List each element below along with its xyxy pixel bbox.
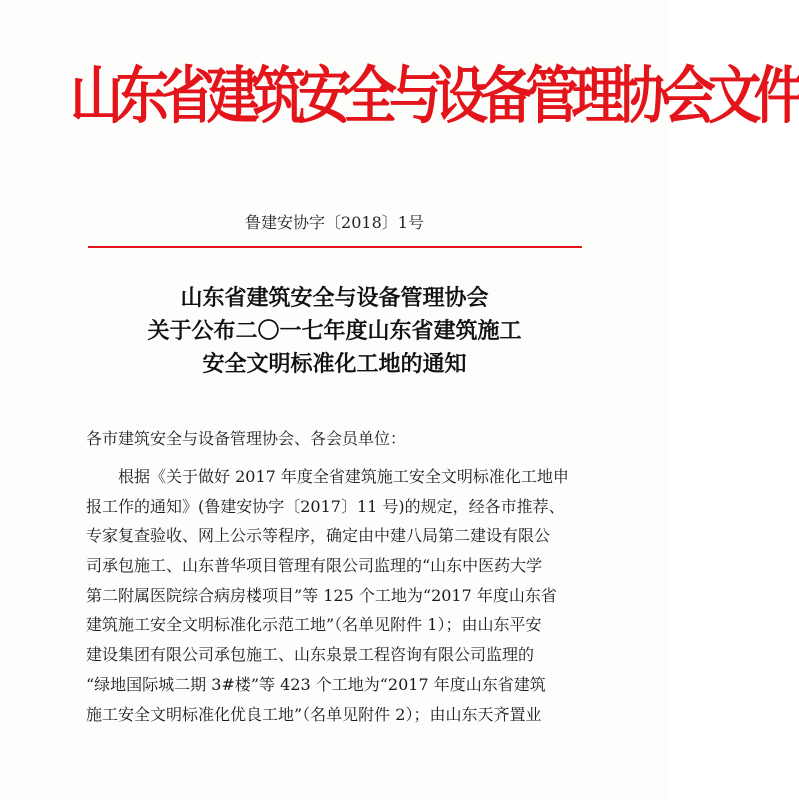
paragraph-line: 报工作的通知》(鲁建安协字〔2017〕11 号)的规定，经各市推荐、 (86, 496, 565, 516)
title-line-2: 关于公布二〇一七年度山东省建筑施工 (147, 319, 522, 344)
paragraph-line: 建筑施工安全文明标准化示范工地”（名单见附件 1）；由山东平安 (86, 615, 542, 635)
body-paragraph (86, 462, 586, 729)
title-line-1: 山东省建筑安全与设备管理协会 (180, 286, 489, 311)
paragraph-line: 司承包施工、山东普华项目管理有限公司监理的“山东中医药大学 (86, 556, 543, 576)
document-number: 鲁建安协字〔2018〕1号 (245, 213, 424, 232)
title-line-3: 安全文明标准化工地的通知 (202, 352, 467, 377)
paragraph-line: 施工安全文明标准化优良工地”（名单见附件 2）；由山东天齐置业 (86, 704, 542, 724)
paragraph-line: 专家复查验收、网上公示等程序，确定由中建八局第二建设有限公 (86, 526, 551, 546)
document-masthead: 山东省建筑安全与设备管理协会文件 (70, 59, 799, 132)
paragraph-line: “绿地国际城二期 3#楼”等 423 个工地为“2017 年度山东省建筑 (86, 674, 546, 694)
salutation: 各市建筑安全与设备管理协会、各会员单位： (86, 429, 407, 448)
paragraph-line: 建设集团有限公司承包施工、山东泉景工程咨询有限公司监理的 (86, 645, 535, 665)
red-divider-rule (88, 246, 582, 248)
paragraph-line: 根据《关于做好 2017 年度全省建筑施工安全文明标准化工地申 (118, 467, 569, 486)
paragraph-line: 第二附属医院综合病房楼项目”等 125 个工地为“2017 年度山东省 (86, 585, 557, 605)
